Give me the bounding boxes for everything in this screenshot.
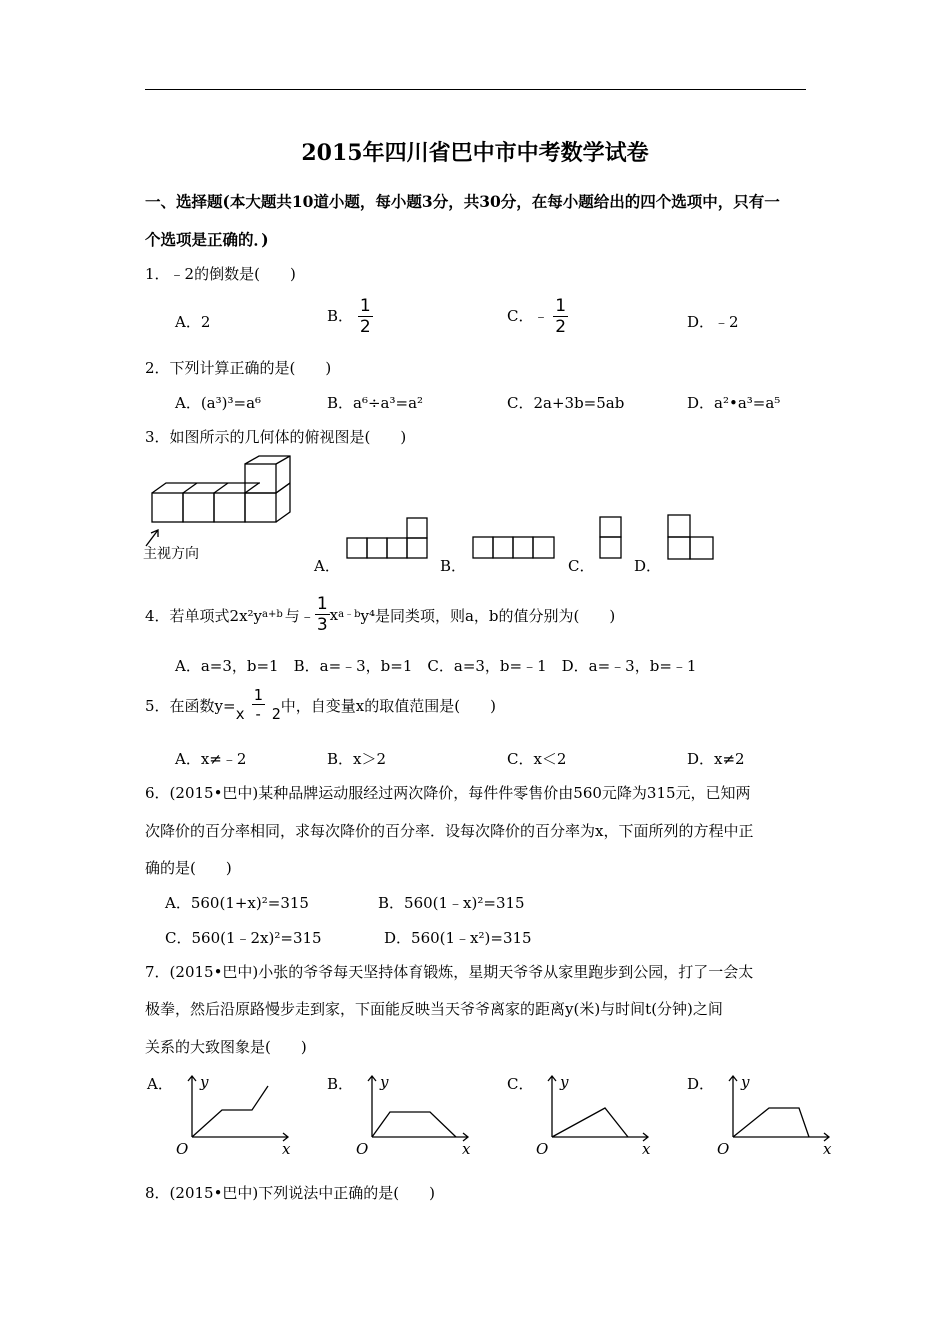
q7-line1: 7．(2015•巴中)小张的爷爷每天坚持体育锻炼，星期天爷爷从家里跑步到公园，打了一会太 <box>145 963 754 981</box>
q4-fraction <box>315 596 330 634</box>
q6-option-c: C．560(1﹣2x)²=315 <box>165 929 322 947</box>
q1-c-denominator: 2 <box>555 317 567 337</box>
q3-option-b: B． <box>440 557 467 575</box>
q6-option-a: A．560(1+x)²=315 <box>165 894 309 912</box>
q7-a-axis-x: x <box>282 1140 291 1158</box>
q1-stem: 1．﹣2的倒数是( ) <box>145 265 296 283</box>
q1-c-numerator: 1 <box>555 296 567 316</box>
q4-options: A．a=3，b=1 B．a=﹣3，b=1 C．a=3，b=﹣1 D．a=﹣3，b=﹣1 <box>175 657 697 675</box>
q7-option-a-graph <box>170 1072 295 1162</box>
q3-option-d-figure <box>667 514 715 560</box>
q4-stem-part4: y⁴是同类项，则a，b的值分别为( ) <box>360 606 616 625</box>
q7-option-d-graph <box>711 1072 836 1162</box>
q7-option-b: B． <box>327 1075 354 1093</box>
q3-option-d: D． <box>634 557 662 575</box>
q4-stem-part3: x <box>329 606 339 624</box>
q4-frac-denominator: 3 <box>316 615 328 635</box>
q3-option-b-figure <box>472 536 556 560</box>
q7-option-b-graph <box>350 1072 475 1162</box>
q7-option-a: A． <box>147 1075 173 1093</box>
q1-option-a: A．2 <box>175 313 211 331</box>
q5-stem-part1: 5．在函数y= <box>145 696 236 715</box>
q5-fraction <box>236 688 281 722</box>
q5-stem <box>145 688 496 722</box>
q6-option-d: D．560(1﹣x²)=315 <box>384 929 532 947</box>
q1-option-c-fraction <box>553 298 568 336</box>
q1-option-c-prefix: C．﹣ <box>507 307 549 325</box>
q7-b-origin: O <box>356 1140 369 1158</box>
q7-line2: 极拳，然后沿原路慢步走到家，下面能反映当天爷爷离家的距离y(米)与时间t(分钟)之间 <box>145 1000 723 1018</box>
q2-option-c: C．2a+3b=5ab <box>507 394 625 412</box>
q3-stem: 3．如图所示的几何体的俯视图是( ) <box>145 428 407 446</box>
q2-option-a: A．(a³)³=a⁶ <box>175 394 262 412</box>
q5-stem-part2: 中，自变量x的取值范围是( ) <box>280 696 496 715</box>
q8-stem: 8．(2015•巴中)下列说法中正确的是( ) <box>145 1184 435 1202</box>
q7-d-axis-y: y <box>741 1073 750 1091</box>
q1-option-c <box>507 298 568 336</box>
q1-option-b-fraction <box>358 298 373 336</box>
q5-option-c: C．x＜2 <box>507 750 567 768</box>
q3-view-direction-label: 主视方向 <box>143 546 199 562</box>
q6-line2: 次降价的百分率相同，求每次降价的百分率．设每次降价的百分率为x，下面所列的方程中正 <box>145 822 754 840</box>
q3-solid-figure <box>140 455 300 535</box>
q7-option-d: D． <box>687 1075 715 1093</box>
q7-b-axis-x: x <box>462 1140 471 1158</box>
q3-option-c-figure <box>599 516 623 560</box>
q6-line3: 确的是( ) <box>145 859 232 877</box>
q2-option-b: B．a⁶÷a³=a² <box>327 394 424 412</box>
q1-option-b <box>327 298 373 336</box>
q7-c-origin: O <box>536 1140 549 1158</box>
q3-option-a-figure <box>346 516 430 560</box>
q7-a-origin: O <box>176 1140 189 1158</box>
q6-line1: 6．(2015•巴中)某种品牌运动服经过两次降价，每件件零售价由560元降为315元，已知两 <box>145 784 751 802</box>
q7-c-axis-x: x <box>642 1140 651 1158</box>
q1-option-d: D．﹣2 <box>687 313 739 331</box>
section-heading-line2: 个选项是正确的．) <box>145 230 269 249</box>
q1-option-b-prefix: B． <box>327 307 354 325</box>
q5-frac-numerator: 1 <box>253 686 263 704</box>
q5-option-d: D．x≠2 <box>687 750 745 768</box>
section-heading-line1: 一、选择题(本大题共10道小题，每小题3分，共30分，在每小题给出的四个选项中，只有一 <box>145 192 780 211</box>
q4-stem-part1: 4．若单项式2x²y <box>145 606 263 625</box>
q7-line3: 关系的大致图象是( ) <box>145 1038 307 1056</box>
page-title: 2015年四川省巴中市中考数学试卷 <box>301 140 649 166</box>
q2-stem: 2．下列计算正确的是( ) <box>145 359 332 377</box>
q1-b-numerator: 1 <box>359 296 371 316</box>
q5-frac-denominator: x - 2 <box>235 705 281 723</box>
q1-b-denominator: 2 <box>359 317 371 337</box>
q5-option-b: B．x＞2 <box>327 750 387 768</box>
q7-option-c-graph <box>530 1072 655 1162</box>
q5-option-a: A．x≠﹣2 <box>175 750 247 768</box>
q6-option-b: B．560(1﹣x)²=315 <box>378 894 525 912</box>
q4-stem-part2: 与﹣ <box>284 606 315 625</box>
q7-c-axis-y: y <box>560 1073 569 1091</box>
q4-frac-numerator: 1 <box>316 594 328 614</box>
q7-option-c: C． <box>507 1075 534 1093</box>
q4-stem: 4．若单项式2x²y a+b 与﹣ $\frac{1}{3}$ x a﹣b y⁴是同类项，则a，b的值分别为( ) <box>145 594 616 635</box>
q2-option-d: D．a²•a³=a⁵ <box>687 394 781 412</box>
q3-option-a: A． <box>314 557 340 575</box>
q7-a-axis-y: y <box>200 1073 209 1091</box>
q7-d-origin: O <box>717 1140 730 1158</box>
header-rule <box>145 89 806 90</box>
q7-d-axis-x: x <box>823 1140 832 1158</box>
q3-option-c: C． <box>568 557 595 575</box>
q7-b-axis-y: y <box>380 1073 389 1091</box>
